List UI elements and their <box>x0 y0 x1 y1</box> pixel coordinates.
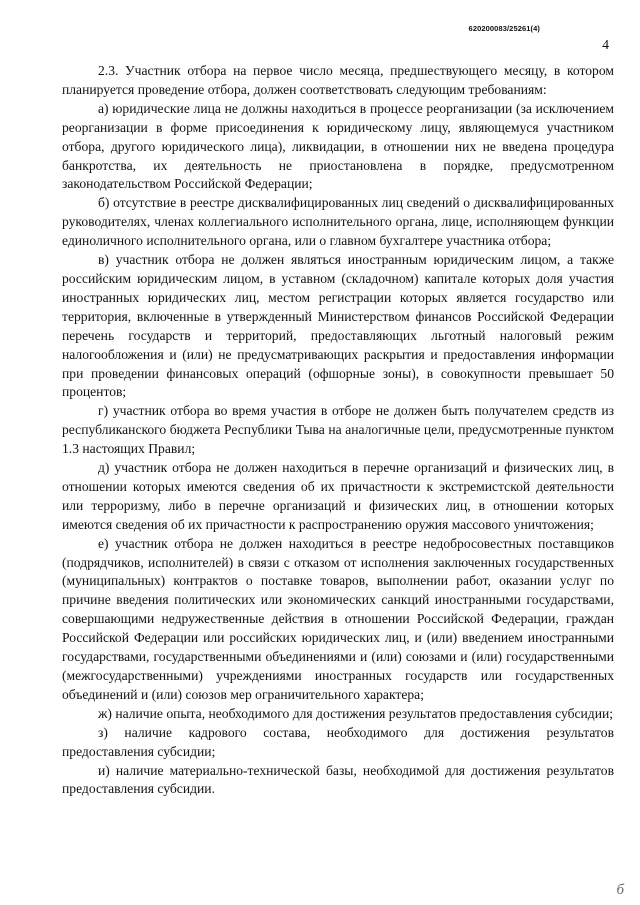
clause-2-3-intro: 2.3. Участник отбора на первое число месяца, предшествующего месяцу, в котором планируется проведение отбора, должен соответствовать следующим требованиям: <box>62 63 614 97</box>
page-number: 4 <box>602 37 609 52</box>
clause-item-z: з) наличие кадрового состава, необходимого для достижения результатов предоставления субсидии; <box>62 724 614 759</box>
clause-item-e: е) участник отбора не должен находиться в реестре недобросовестных поставщиков (подрядчиков, исполнителей) в связи с отказом от исполнения заключенных государственных (муниципальных) контрактов о поставке товаров, выполнении работ, оказании услуг по причине введения политических или экономических санкций иностранными государствами, совершающими недружественные действия в отношении Российской Федерации, граждан Российской Федерации или российских юридических лиц, и (или) введением иностранными государствами, государственными объединениями и (или) союзами и (или) государственными (межгосударственными) учреждениями иностранных государств или государственных объединений и (или) союзов мер ограничительного характера; <box>62 535 614 702</box>
clause-item-a: а) юридические лица не должны находиться в процессе реорганизации (за исключением реорганизации в форме присоединения к юридическому лицу, являющемуся участником отбора, другого юридического лица), ликвидации, в отношении них не введена процедура банкротства, их деятельность не приостановлена в порядке, предусмотренном законодательством Российской Федерации; <box>62 100 614 192</box>
clause-item-b: б) отсутствие в реестре дисквалифицированных лиц сведений о дисквалифицированных руководителях, членах коллегиального исполнительного органа, лице, исполняющем функции единоличного исполнительного органа, или о главном бухгалтере участника отбора; <box>62 195 614 249</box>
clause-item-g: г) участник отбора во время участия в отборе не должен быть получателем средств из республиканского бюджета Республики Тыва на аналогичные цели, предусмотренные пунктом 1.3 настоящих Правил; <box>62 403 614 457</box>
clause-item-v: в) участник отбора не должен являться иностранным юридическим лицом, а также российским юридическим лицом, в уставном (складочном) капитале которых доля участия иностранных юридических лиц, местом регистрации которых является государство или территория, включенные в утвержденный Министерством финансов Российской Федерации перечень государств и территорий, предоставляющих льготный налоговый режим налогообложения и (или) не предусматривающих раскрытия и предоставления информации при проведении финансовых операций (офшорные зоны), в совокупности превышает 50 процентов; <box>62 252 614 400</box>
clause-item-i: и) наличие материально-технической базы, необходимой для достижения результатов предоставления субсидии. <box>62 762 614 797</box>
document-body <box>62 62 614 799</box>
clause-item-zh: ж) наличие опыта, необходимого для достижения результатов предоставления субсидии; <box>98 705 614 721</box>
handwritten-corner-mark: б <box>616 882 624 898</box>
document-registration-number: 620200083/25261(4) <box>468 24 540 33</box>
clause-item-d: д) участник отбора не должен находиться в перечне организаций и физических лиц, в отношении которых имеются сведения об их причастности к экстремистской деятельности или терроризму, либо в перечне организаций и физических лиц, в отношении которых имеются сведения об их причастности к распространению оружия массового уничтожения; <box>62 460 614 532</box>
